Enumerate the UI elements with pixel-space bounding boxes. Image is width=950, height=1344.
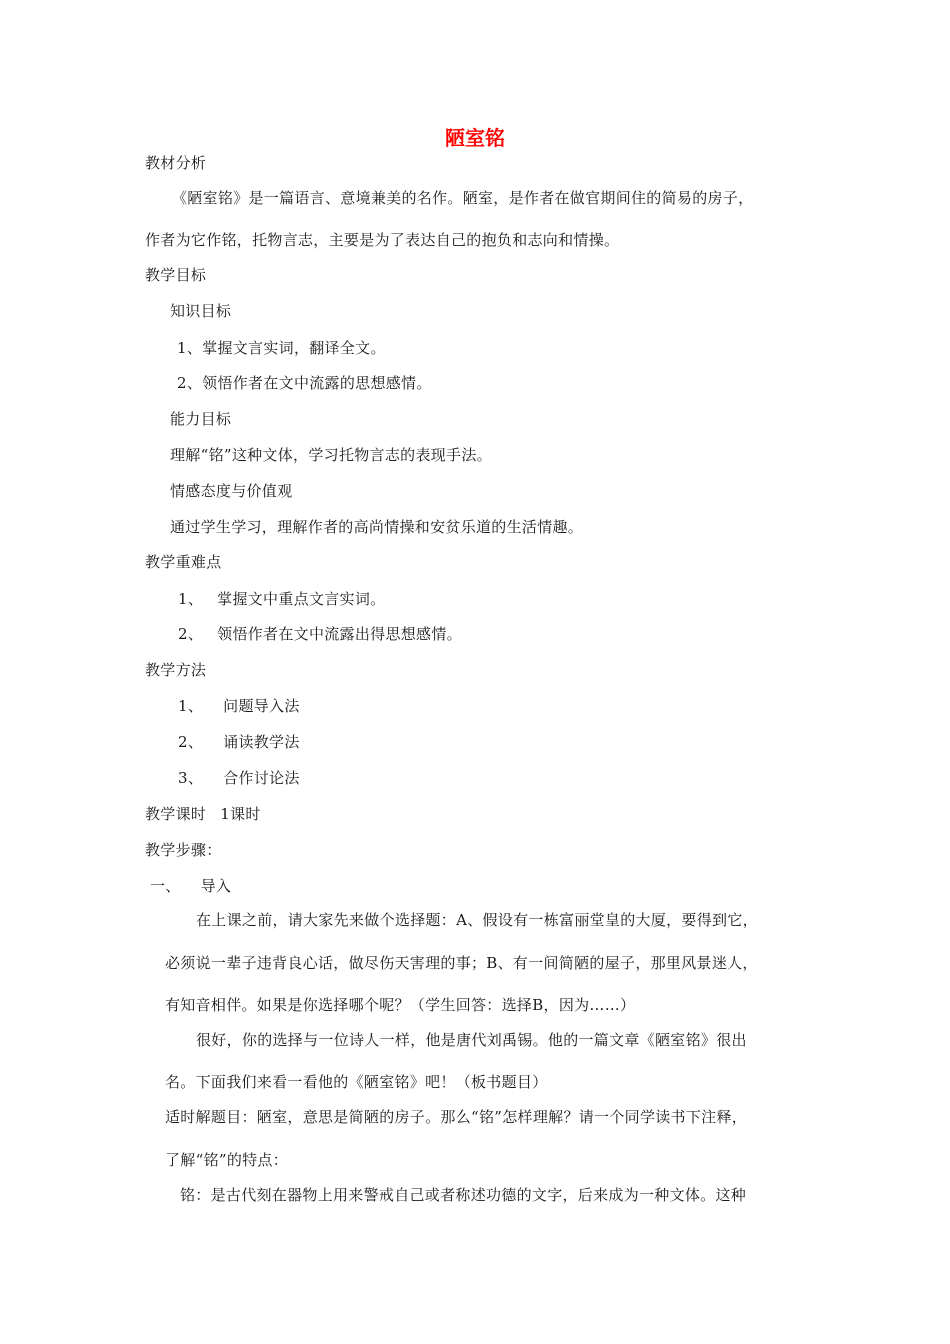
knowledge-item-1: 1、掌握文言实词，翻译全文。 <box>177 339 386 357</box>
method-2-text: 诵读教学法 <box>223 733 300 751</box>
step-1-heading <box>150 876 231 896</box>
key-point-1-number: 1、 <box>178 590 204 608</box>
method-item-1 <box>178 696 300 716</box>
method-3-number: 3、 <box>178 769 204 787</box>
method-item-3 <box>178 768 300 788</box>
intro-paragraph-line-1: 在上课之前，请大家先来做个选择题：A、假设有一栋富丽堂皇的大厦，要得到它， <box>196 911 758 929</box>
intro-paragraph-line-2: 必须说一辈子违背良心话，做尽伤天害理的事；B、有一间简陋的屋子，那里风景迷人， <box>165 954 758 972</box>
key-points-heading: 教学重难点 <box>145 553 222 571</box>
key-point-item-1 <box>178 589 385 609</box>
key-point-2-text: 领悟作者在文中流露出得思想感情。 <box>217 625 462 643</box>
method-1-number: 1、 <box>178 697 204 715</box>
document-title: 陋室铭 <box>445 126 505 150</box>
explain-paragraph-line-1: 适时解题目：陋室，意思是简陋的房子。那么“铭”怎样理解？请一个同学读书下注释， <box>165 1108 748 1126</box>
class-hours-label: 教学课时 <box>145 805 207 823</box>
knowledge-heading: 知识目标 <box>170 302 232 320</box>
explain-paragraph-line-2: 了解“铭”的特点： <box>165 1151 289 1169</box>
method-1-text: 问题导入法 <box>223 697 300 715</box>
analysis-paragraph-line-2: 作者为它作铭，托物言志，主要是为了表达自己的抱负和志向和情操。 <box>145 231 620 249</box>
step-1-text: 导入 <box>200 877 232 895</box>
knowledge-item-2: 2、领悟作者在文中流露的思想感情。 <box>177 374 432 392</box>
analysis-paragraph-line-1: 《陋室铭》是一篇语言、意境兼美的名作。陋室，是作者在做官期间住的简易的房子， <box>172 189 754 207</box>
key-point-2-number: 2、 <box>178 625 204 643</box>
intro-paragraph-line-5: 名。下面我们来看一看他的《陋室铭》吧！（板书题目） <box>165 1073 548 1091</box>
ming-paragraph-line-1: 铭：是古代刻在器物上用来警戒自己或者称述功德的文字，后来成为一种文体。这种 <box>180 1186 747 1204</box>
intro-paragraph-line-3: 有知音相伴。如果是你选择哪个呢？（学生回答：选择B，因为……） <box>165 996 636 1014</box>
method-2-number: 2、 <box>178 733 204 751</box>
step-1-number: 一、 <box>150 877 181 895</box>
emotion-heading: 情感态度与价值观 <box>170 482 293 500</box>
method-3-text: 合作讨论法 <box>223 769 300 787</box>
class-hours-value: 1课时 <box>220 805 261 823</box>
ability-text: 理解“铭”这种文体，学习托物言志的表现手法。 <box>170 446 492 464</box>
intro-paragraph-line-4: 很好，你的选择与一位诗人一样，他是唐代刘禹锡。他的一篇文章《陋室铭》很出 <box>196 1031 747 1049</box>
steps-heading: 教学步骤： <box>145 841 222 859</box>
goals-heading: 教学目标 <box>145 266 207 284</box>
key-point-item-2 <box>178 624 462 644</box>
class-hours <box>145 804 261 824</box>
method-item-2 <box>178 732 300 752</box>
key-point-1-text: 掌握文中重点文言实词。 <box>217 590 386 608</box>
emotion-text: 通过学生学习，理解作者的高尚情操和安贫乐道的生活情趣。 <box>170 518 584 536</box>
method-heading: 教学方法 <box>145 661 207 679</box>
analysis-heading: 教材分析 <box>145 154 207 172</box>
ability-heading: 能力目标 <box>170 410 232 428</box>
